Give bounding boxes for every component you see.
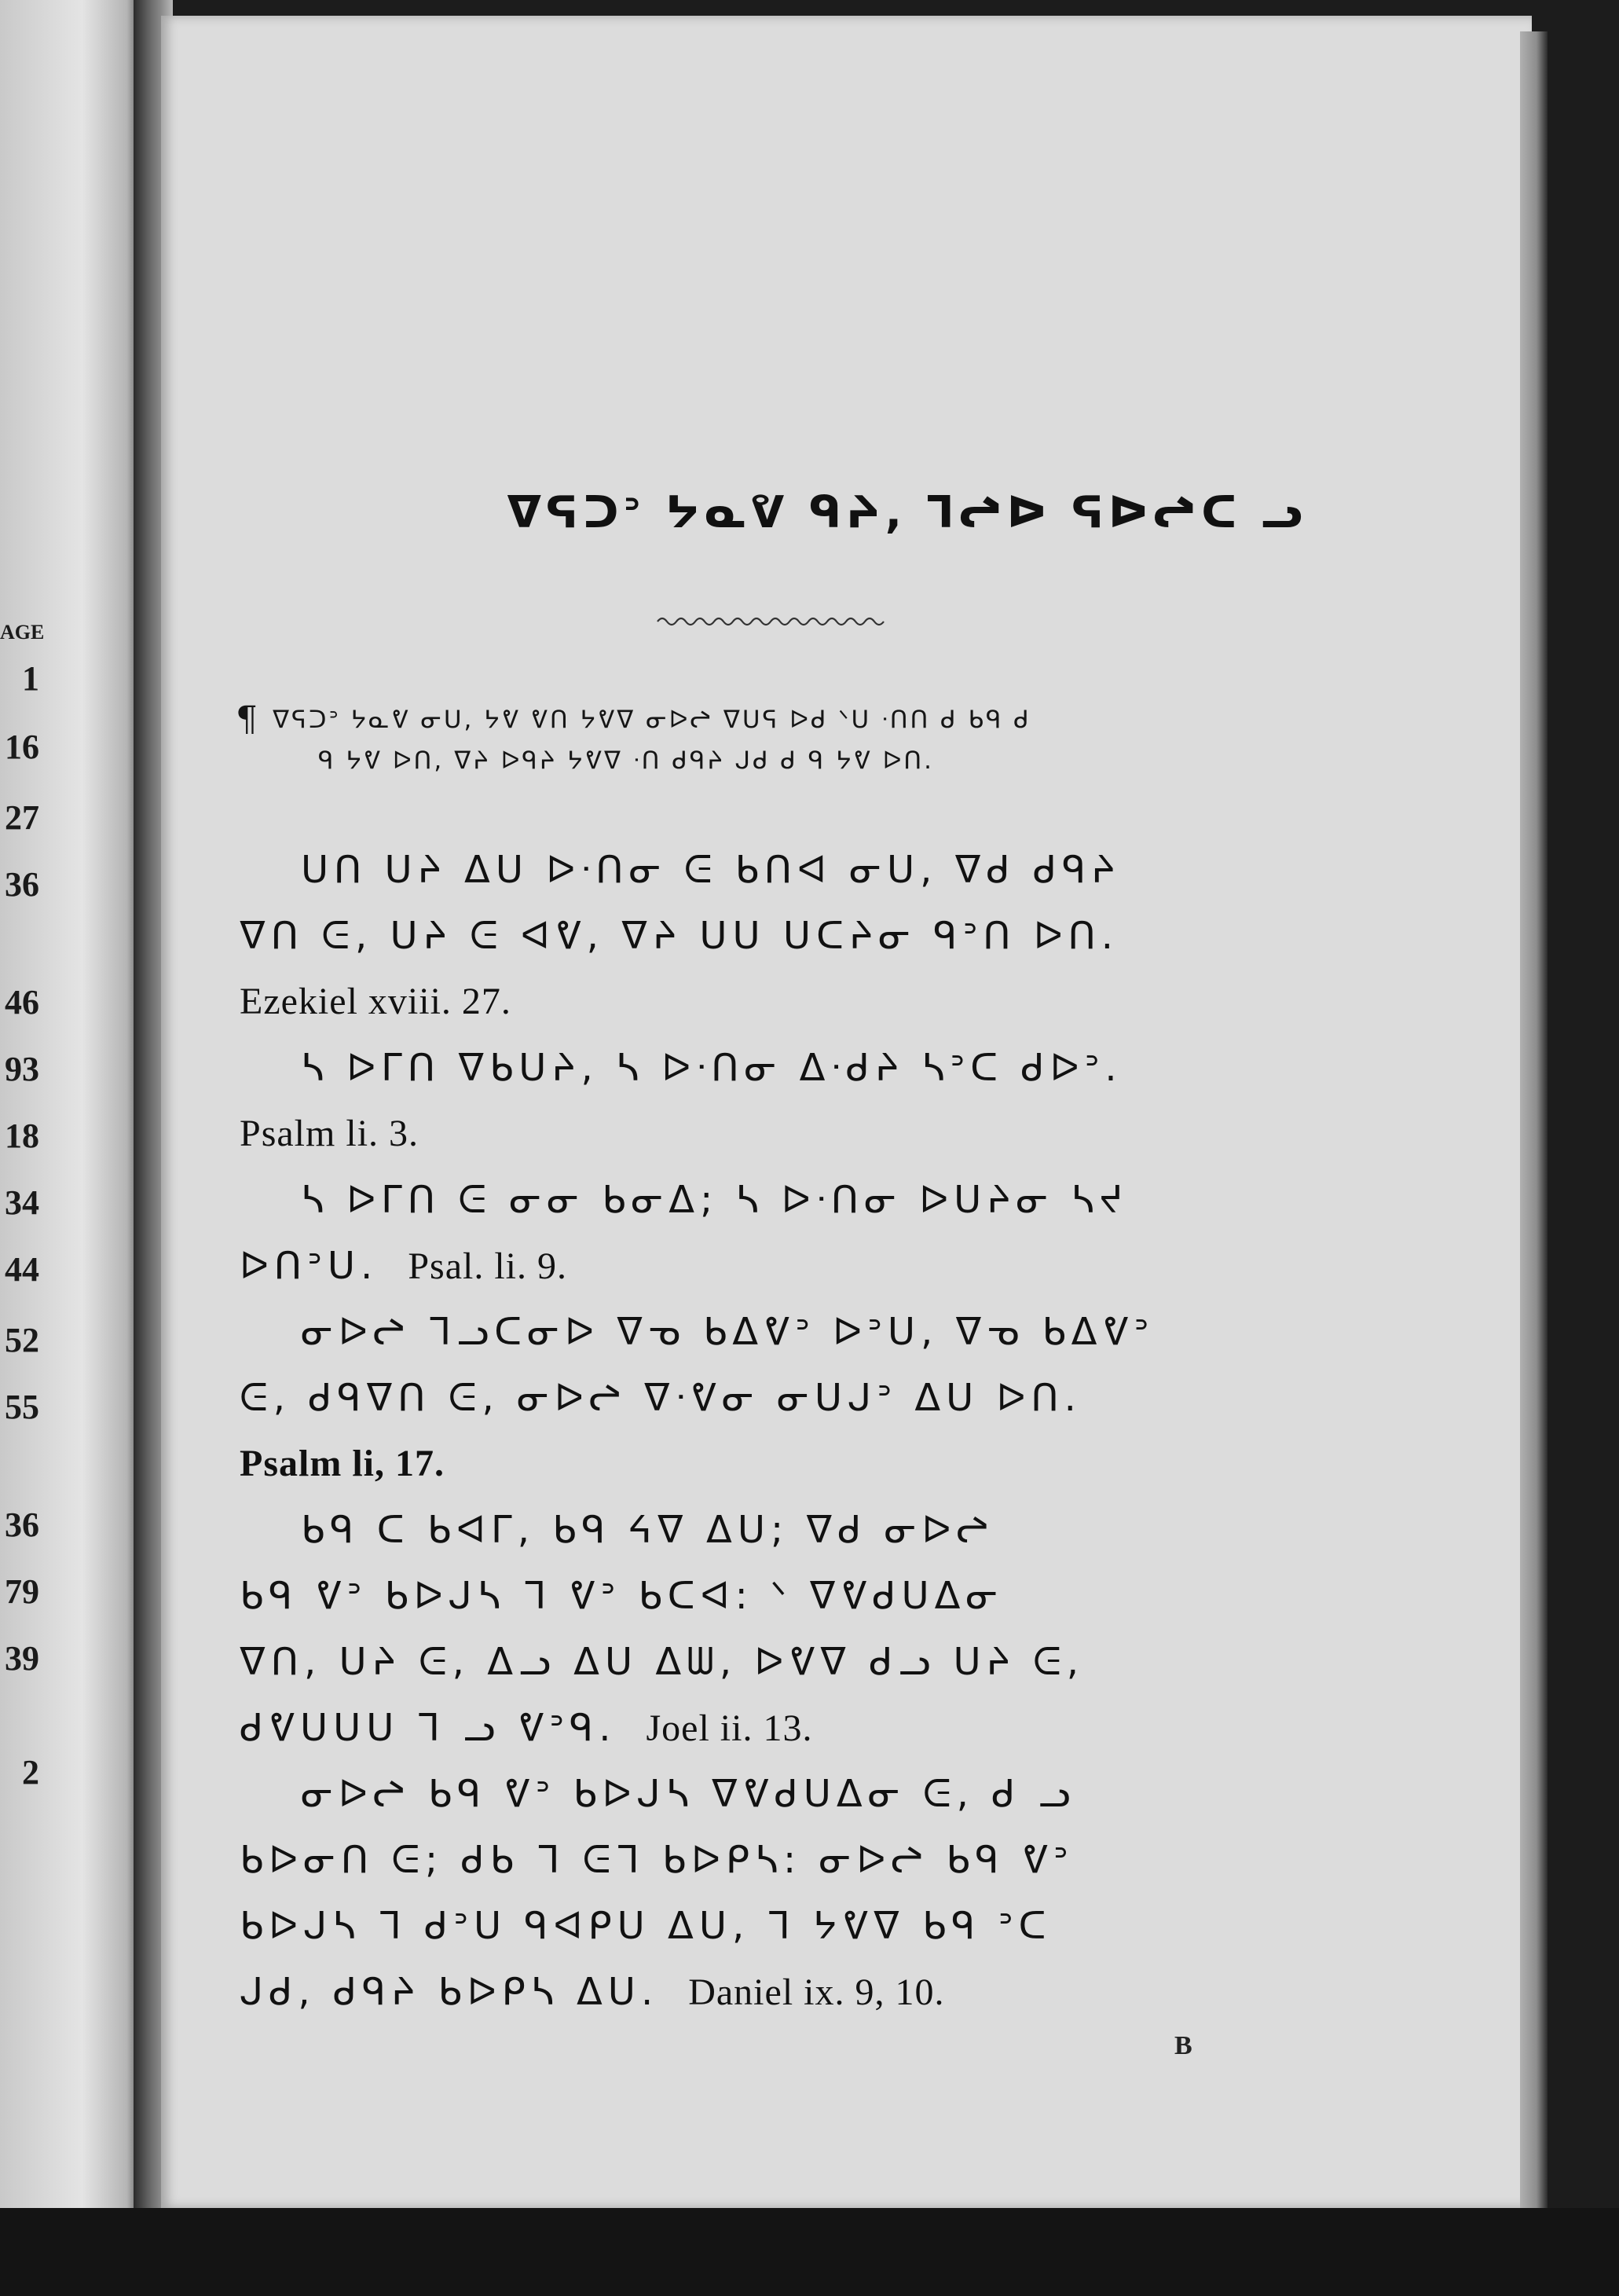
intro-note xyxy=(236,699,1461,781)
facing-page-label: AGE xyxy=(0,621,45,644)
verse-line xyxy=(240,1365,1496,1431)
facing-page xyxy=(0,0,149,2296)
book-page xyxy=(161,16,1532,2208)
facing-page-number: 36 xyxy=(5,865,39,904)
facing-page-number: 34 xyxy=(5,1183,39,1222)
reference-line xyxy=(240,1101,1496,1167)
reference-line xyxy=(240,969,1496,1035)
verse-text: ᑌᑎ ᑌᔨ ᐃᑌ ᐅᐧᑎᓂ ᕮ ᑲᑎᐊ ᓂᑌ, ᐁᑯ ᑯᑫᔨ xyxy=(301,848,1121,892)
verse-text: ᕮ, ᑯᑫᐁᑎ ᕮ, ᓂᐅᖠ ᐁᐧᕓᓂ ᓂᑌᒍᐣ ᐃᑌ ᐅᑎ. xyxy=(240,1376,1082,1420)
facing-page-number: 55 xyxy=(5,1388,39,1426)
verse-line xyxy=(240,1893,1496,1959)
verse-text: ᑲᐅᓂᑎ ᕮ; ᑯᑲ ᒣ ᕮᒣ ᑲᐅᑭᓴ: ᓂᐅᖠ ᑲᑫ ᕓᐣ xyxy=(240,1838,1074,1882)
verse-line xyxy=(240,1563,1496,1629)
facing-page-number: 27 xyxy=(5,798,39,837)
verse-text: ᓂᐅᖠ ᒣᓗᑕᓂᐅ ᐁᓀ ᑲᐃᕓᐣ ᐅᐣᑌ, ᐁᓀ ᑲᐃᕓᐣ xyxy=(301,1310,1155,1354)
facing-page-number: 79 xyxy=(5,1572,39,1611)
facing-page-number: 93 xyxy=(5,1050,39,1088)
scripture-reference: Psalm li, 17. xyxy=(240,1443,445,1484)
scripture-reference: Psal. li. 9. xyxy=(408,1245,567,1287)
scripture-reference: Psalm li. 3. xyxy=(240,1113,419,1154)
facing-page-number: 52 xyxy=(5,1321,39,1359)
verse-line xyxy=(240,1233,1496,1299)
verse-text: ᐁᑎ ᕮ, ᑌᔨ ᕮ ᐊᕓ, ᐁᔨ ᑌᑌ ᑌᑕᔨᓂ ᑫᐣᑎ ᐅᑎ. xyxy=(240,914,1119,958)
facing-page-number: 46 xyxy=(5,983,39,1021)
verse-text: ᑲᑫ ᑕ ᑲᐊᒥ, ᑲᑫ ᔦᐁ ᐃᑌ; ᐁᑯ ᓂᐅᖠ xyxy=(301,1508,994,1552)
verse-line xyxy=(240,1827,1496,1893)
verse-line xyxy=(240,837,1496,903)
page-heading: ᐁᕋᑐᐣ ᔭᓇᕓ ᑫᔨ, ᒣᖠᐅ ᕋᐅᖠᑕ ᓗ xyxy=(507,487,1308,538)
page-edge xyxy=(1520,31,1548,2208)
verse-line xyxy=(240,1959,1496,2025)
verse-text: ᐅᑎᐣᑌ. xyxy=(240,1244,379,1288)
verse-line xyxy=(240,1299,1496,1365)
verse-line xyxy=(240,1629,1496,1695)
wavy-rule xyxy=(656,613,888,630)
facing-page-number: 18 xyxy=(5,1117,39,1155)
verse-line xyxy=(240,903,1496,969)
facing-page-number: 36 xyxy=(5,1506,39,1544)
intro-note-line-2: ᑫ ᔭᕓ ᐅᑎ, ᐁᔨ ᐅᑫᔨ ᔭᕓᐁ ᐧᑎ ᑯᑫᔨ ᒍᑯ ᑯ ᑫ ᔭᕓ ᐅᑎ. xyxy=(318,746,934,775)
facing-page-number: 2 xyxy=(22,1753,39,1792)
verse-block xyxy=(240,837,1496,2025)
facing-page-number: 44 xyxy=(5,1250,39,1289)
verse-text: ᓂᐅᖠ ᑲᑫ ᕓᐣ ᑲᐅᒍᓴ ᐁᕓᑯᑌᐃᓂ ᕮ, ᑯ ᓗ xyxy=(301,1772,1076,1816)
reference-line xyxy=(240,1431,1496,1497)
signature-mark: B xyxy=(1174,2031,1192,2060)
pilcrow-mark: ¶ xyxy=(236,699,260,739)
scan-border xyxy=(0,2208,1619,2296)
scripture-reference: Joel ii. 13. xyxy=(646,1707,813,1749)
facing-page-number: 39 xyxy=(5,1639,39,1678)
verse-line xyxy=(240,1695,1496,1761)
facing-page-number: 16 xyxy=(5,728,39,766)
verse-text: ᐁᑎ, ᑌᔨ ᕮ, ᐃᓗ ᐃᑌ ᐃᗯ, ᐅᕓᐁ ᑯᓗ ᑌᔨ ᕮ, xyxy=(240,1640,1084,1684)
verse-line xyxy=(240,1167,1496,1233)
intro-note-line-1: ᐁᕋᑐᐣ ᔭᓇᕓ ᓂᑌ, ᔭᕓ ᕓᑎ ᔭᕓᐁ ᓂᐅᖠ ᐁᑌᕋ ᐅᑯ ᐠᑌ ᐧᑎᑎ ᑯ ᑲᑫ ᑯ xyxy=(273,706,1031,734)
verse-text: ᑲᐅᒍᓴ ᒣ ᑯᐣᑌ ᑫᐊᑭᑌ ᐃᑌ, ᒣ ᔭᕓᐁ ᑲᑫ ᐣᑕ xyxy=(240,1904,1052,1948)
scripture-reference: Daniel ix. 9, 10. xyxy=(688,1971,945,2013)
facing-page-number: 1 xyxy=(22,659,39,698)
verse-line xyxy=(240,1497,1496,1563)
verse-text: ᑯᕓᑌᑌᑌ ᒣ ᓗ ᕓᐣᑫ. xyxy=(240,1706,617,1750)
verse-text: ᓴ ᐅᒥᑎ ᕮ ᓂᓂ ᑲᓂᐃ; ᓴ ᐅᐧᑎᓂ ᐅᑌᔨᓂ ᓴᔪ xyxy=(301,1178,1129,1222)
scripture-reference: Ezekiel xviii. 27. xyxy=(240,981,511,1022)
verse-line xyxy=(240,1035,1496,1101)
verse-line xyxy=(240,1761,1496,1827)
verse-text: ᒍᑯ, ᑯᑫᔨ ᑲᐅᑭᓴ ᐃᑌ. xyxy=(240,1970,659,2014)
verse-text: ᑲᑫ ᕓᐣ ᑲᐅᒍᓴ ᒣ ᕓᐣ ᑲᑕᐊ: ᐠ ᐁᕓᑯᑌᐃᓂ xyxy=(240,1574,1004,1618)
verse-text: ᓴ ᐅᒥᑎ ᐁᑲᑌᔨ, ᓴ ᐅᐧᑎᓂ ᐃᐧᑯᔨ ᓴᐣᑕ ᑯᐅᐣ. xyxy=(301,1046,1123,1090)
